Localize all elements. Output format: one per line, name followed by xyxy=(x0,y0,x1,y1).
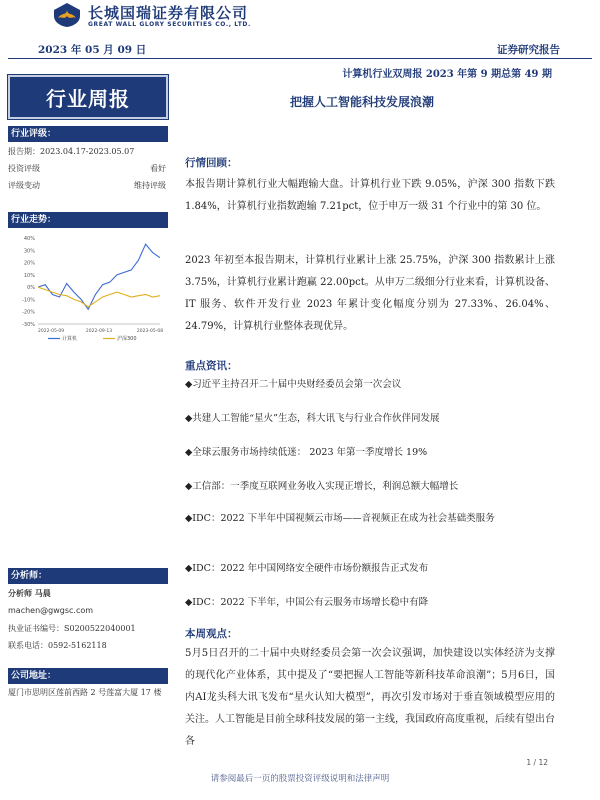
y-tick-label: -20% xyxy=(22,309,35,316)
y-tick-label: 20% xyxy=(23,260,35,267)
y-tick-label: -30% xyxy=(22,322,35,328)
brand-name-en: GREAT WALL GLORY SECURITIES CO., LTD. xyxy=(88,21,251,28)
y-tick-label: 10% xyxy=(23,272,35,279)
trend-heading: 行业走势： xyxy=(8,212,168,228)
footer-disclaimer[interactable]: 请参阅最后一页的股票投资评级说明和法律声明 xyxy=(210,774,390,784)
company-logo-icon xyxy=(52,2,82,28)
banner-label: 行业周报 xyxy=(46,86,130,111)
y-tick-label: 0% xyxy=(27,285,35,292)
market-review-paragraph-2: 2023 年初至本报告期末，计算机行业累计上涨 25.75%，沪深 300 指数累计上涨 3.75%，计算机行业累计跑赢 22.00pct。从申万二级细分行业来看，计算机设备、IT 服务、软件开发行业 2023 年累计变化幅度分别为 27.33%、26.04%、24.79%，计算机行业整体表现优异。 xyxy=(185,255,555,332)
address-heading: 公司地址： xyxy=(8,668,168,684)
x-tick-label: 2022-09-13 xyxy=(85,329,113,334)
report-category: 证券研究报告 xyxy=(497,44,560,56)
market-review-paragraph-1: 本报告期计算机行业大幅跑输大盘。计算机行业下跌 9.05%，沪深 300 指数下跌 1.84%，计算机行业指数跑输 7.21pct，位于申万一级 31 个行业中的第 30 位。 xyxy=(185,179,555,212)
analyst-email[interactable]: machen@gwgsc.com xyxy=(8,606,94,615)
x-tick-label: 2022-05-09 xyxy=(38,329,65,334)
market-review-heading: 行情回顾： xyxy=(185,157,238,169)
news-item: ◆习近平主持召开二十届中央财经委员会第一次会议 xyxy=(185,379,402,390)
header-divider xyxy=(8,58,592,59)
analyst-license: 执业证书编号：S0200522040001 xyxy=(8,624,136,633)
y-tick-label: 30% xyxy=(23,248,35,255)
rating-change: 评级变动 维持评级 xyxy=(8,181,166,190)
analyst-phone: 联系电话：0592-5162118 xyxy=(8,641,107,650)
report-date: 2023 年 05 月 09 日 xyxy=(38,44,147,56)
weekly-view-paragraph: 5月5日召开的二十届中央财经委员会第一次会议强调，加快建设以实体经济为支撑的现代化产业体系，其中提及了“要把握人工智能等新科技革命浪潮”；5月6日，国内AI龙头科大讯飞发布“星火认知大模型”，再次引发市场对于垂直领域模型应用的关注。人工智能是目前全球科技发展的第一主线，我国政府高度重视，后续有望出台各 xyxy=(185,648,555,747)
analyst-name: 分析师 马晨 xyxy=(8,588,51,598)
report-title: 把握人工智能科技发展浪潮 xyxy=(290,95,435,109)
news-item: ◆IDC：2022 年中国网络安全硬件市场份额报告正式发布 xyxy=(185,563,429,574)
company-address: 厦门市思明区莲前西路 2 号莲富大厦 17 楼 xyxy=(8,688,162,697)
news-item: ◆工信部：一季度互联网业务收入实现正增长，利润总额大幅增长 xyxy=(185,481,459,492)
rating-heading: 行业评级： xyxy=(8,126,168,142)
key-news-heading: 重点资讯： xyxy=(185,360,238,372)
weekly-view-heading: 本周观点： xyxy=(185,628,238,640)
news-item: ◆IDC：2022 下半年，中国公有云服务市场增长稳中有降 xyxy=(185,597,429,608)
y-tick-label: -10% xyxy=(22,297,35,304)
report-period: 报告期：2023.04.17-2023.05.07 xyxy=(8,147,135,156)
y-tick-label: 40% xyxy=(23,236,35,242)
page-number: 1 / 12 xyxy=(526,758,548,767)
x-tick-label: 2023-05-08 xyxy=(136,329,164,334)
investment-rating: 投资评级 看好 xyxy=(8,164,166,173)
analyst-heading: 分析师： xyxy=(8,568,168,584)
news-item: ◆全球云服务市场持续低迷： 2023 年第一季度增长 19% xyxy=(185,447,428,458)
news-item: ◆IDC：2022 下半年中国视频云市场——音视频正在成为社会基础类服务 xyxy=(185,513,495,524)
report-type-banner xyxy=(8,75,168,119)
industry-trend-chart xyxy=(8,232,168,344)
news-item: ◆共建人工智能“星火”生态，科大讯飞与行业合作伙伴同发展 xyxy=(185,413,440,424)
legend-label: 计算机 xyxy=(62,336,78,342)
report-series-subtitle: 计算机行业双周报 2023 年第 9 期总第 49 期 xyxy=(342,69,552,80)
brand-name-cn: 长城国瑞证券有限公司 xyxy=(88,4,249,22)
legend-label: 沪深300 xyxy=(117,336,137,342)
